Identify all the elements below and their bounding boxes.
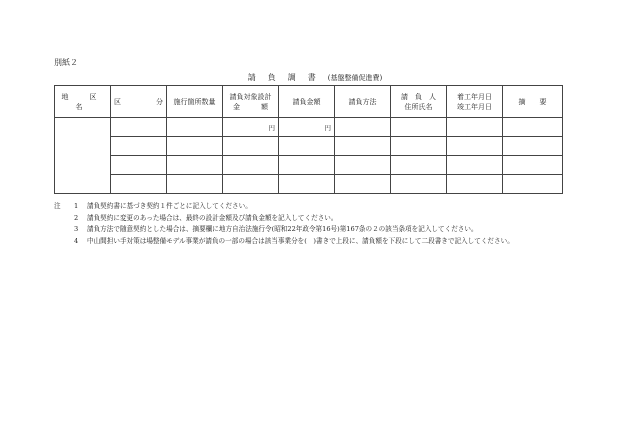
table-cell[interactable] xyxy=(111,156,167,175)
title-sub: (基盤整備促進費) xyxy=(327,74,383,82)
header-category: 区 分 xyxy=(111,86,167,118)
header-design-amount: 請負対象設計 金 額 xyxy=(223,86,279,118)
table-row xyxy=(55,156,563,175)
table-cell[interactable] xyxy=(111,137,167,156)
table-cell[interactable] xyxy=(335,137,391,156)
table-cell[interactable] xyxy=(447,175,503,194)
table-row xyxy=(55,118,563,137)
note-item xyxy=(54,236,569,248)
table-cell[interactable] xyxy=(503,118,563,137)
table-cell[interactable] xyxy=(223,175,279,194)
header-remarks: 摘 要 xyxy=(503,86,563,118)
title-main: 請負調書 xyxy=(247,73,328,82)
design-amount-cell[interactable] xyxy=(223,118,279,137)
table-cell[interactable] xyxy=(279,175,335,194)
header-site-count: 施行箇所数量 xyxy=(167,86,223,118)
table-cell[interactable] xyxy=(503,175,563,194)
note-text: 中山間担い手対策は場整備モデル事業が請負の一部の場合は該当事業分を( )書きで上段に、請負額を下段にして二段書きで記入してください。 xyxy=(87,236,514,245)
yen-unit: 円 xyxy=(324,123,331,132)
table-row xyxy=(55,175,563,194)
note-text: 請負契約書に基づき契約１件ごとに記入してください。 xyxy=(87,202,252,210)
table-cell[interactable] xyxy=(335,118,391,137)
notes-section xyxy=(54,201,569,247)
header-row xyxy=(55,86,563,118)
header-dates: 着工年月日 竣工年月日 xyxy=(447,86,503,118)
table-cell[interactable] xyxy=(503,137,563,156)
header-contractor: 請 負 人 住所氏名 xyxy=(391,86,447,118)
table-cell[interactable] xyxy=(111,175,167,194)
table-row xyxy=(55,137,563,156)
table-cell[interactable] xyxy=(167,137,223,156)
table-cell[interactable] xyxy=(167,156,223,175)
note-item xyxy=(54,224,569,236)
table-cell[interactable] xyxy=(279,137,335,156)
table-cell[interactable] xyxy=(167,118,223,137)
note-number: 2 xyxy=(74,213,79,222)
table-cell[interactable] xyxy=(223,156,279,175)
table-cell[interactable] xyxy=(391,175,447,194)
table-cell[interactable] xyxy=(167,175,223,194)
contract-amount-cell[interactable] xyxy=(279,118,335,137)
table-cell[interactable] xyxy=(447,137,503,156)
table-cell[interactable] xyxy=(279,156,335,175)
table-cell[interactable] xyxy=(391,156,447,175)
header-contract-method: 請負方法 xyxy=(335,86,391,118)
header-district: 地 区 名 xyxy=(55,86,111,118)
table-cell[interactable] xyxy=(391,118,447,137)
table-cell[interactable] xyxy=(447,156,503,175)
document-title xyxy=(0,72,630,83)
note-number: 3 xyxy=(74,225,79,233)
note-number: 1 xyxy=(74,202,79,210)
notes-lead: 注 xyxy=(54,202,61,210)
table-cell[interactable] xyxy=(335,175,391,194)
district-cell[interactable] xyxy=(55,118,111,194)
note-text: 請負方法で随意契約とした場合は、摘要欄に地方自治法施行令(昭和22年政令第16号)第167条の２の該当条項を記入してください。 xyxy=(87,225,478,233)
note-item xyxy=(54,201,569,213)
contract-table xyxy=(54,85,563,194)
note-item xyxy=(54,213,569,225)
table-cell[interactable] xyxy=(391,137,447,156)
table-cell[interactable] xyxy=(503,156,563,175)
note-number: 4 xyxy=(74,236,79,245)
yen-unit: 円 xyxy=(268,123,275,132)
note-text: 請負契約に変更のあった場合は、最終の設計金額及び請負金額を記入してください。 xyxy=(87,213,338,222)
header-contract-amount: 請負金額 xyxy=(279,86,335,118)
table-cell[interactable] xyxy=(223,137,279,156)
table-cell[interactable] xyxy=(335,156,391,175)
attachment-label: 別紙２ xyxy=(54,58,78,67)
table-cell[interactable] xyxy=(111,118,167,137)
table-cell[interactable] xyxy=(447,118,503,137)
